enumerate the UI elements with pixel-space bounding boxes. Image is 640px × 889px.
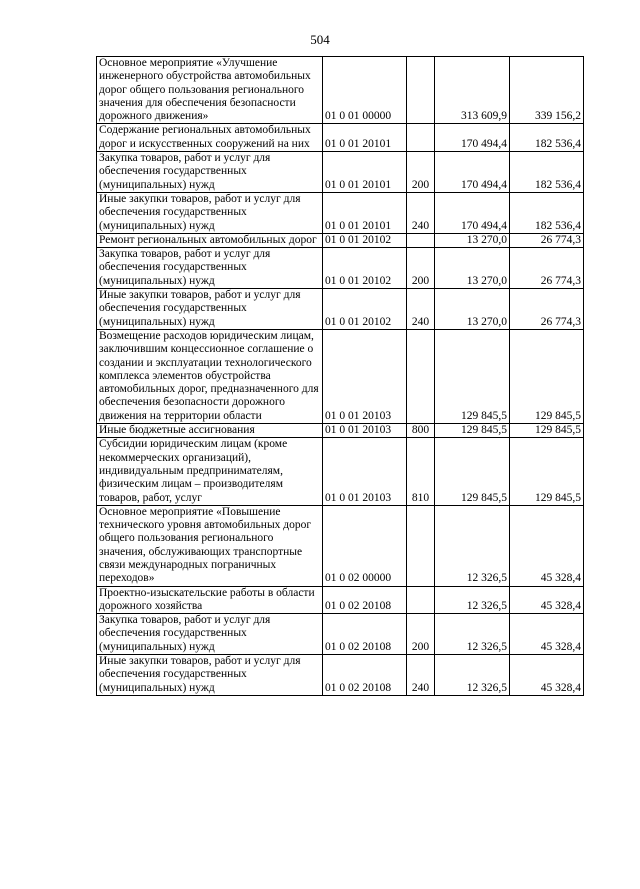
row-value-1-cell: 13 270,0 bbox=[435, 248, 510, 289]
budget-table bbox=[96, 56, 584, 696]
row-code-cell: 01 0 01 20103 bbox=[323, 438, 407, 505]
row-code-cell: 01 0 02 20108 bbox=[323, 614, 407, 655]
row-value-2-cell: 129 845,5 bbox=[510, 329, 584, 423]
row-expense-type-cell: 200 bbox=[407, 248, 435, 289]
row-value-2-cell: 45 328,4 bbox=[510, 614, 584, 655]
row-name-cell: Основное мероприятие «Улучшение инженерного обустройства автомобильных дорог общего пользования регионального значения для обеспечения безопасности дорожного движения» bbox=[97, 57, 323, 124]
row-name-cell: Иные бюджетные ассигнования bbox=[97, 424, 323, 438]
row-name-cell: Иные закупки товаров, работ и услуг для обеспечения государственных (муниципальных) нужд bbox=[97, 192, 323, 233]
row-expense-type-cell: 240 bbox=[407, 655, 435, 696]
row-code-cell: 01 0 01 20101 bbox=[323, 152, 407, 193]
row-value-1-cell: 313 609,9 bbox=[435, 57, 510, 124]
row-code-cell: 01 0 01 00000 bbox=[323, 57, 407, 124]
row-value-2-cell: 45 328,4 bbox=[510, 586, 584, 614]
row-name-cell: Содержание региональных автомобильных дорог и искусственных сооружений на них bbox=[97, 124, 323, 152]
row-name-cell: Иные закупки товаров, работ и услуг для обеспечения государственных (муниципальных) нужд bbox=[97, 289, 323, 330]
row-expense-type-cell bbox=[407, 505, 435, 586]
row-expense-type-cell: 200 bbox=[407, 614, 435, 655]
table-row bbox=[97, 152, 584, 193]
table-row bbox=[97, 192, 584, 233]
table-row bbox=[97, 655, 584, 696]
row-value-1-cell: 12 326,5 bbox=[435, 586, 510, 614]
row-name-cell: Возмещение расходов юридическим лицам, заключившим концессионное соглашение о создании и эксплуатации технологического комплекса элементов обустройства автомобильных дорог, предназначенного для обеспечения безопасности дорожного движения на территории области bbox=[97, 329, 323, 423]
row-value-1-cell: 13 270,0 bbox=[435, 233, 510, 247]
row-name-cell: Проектно-изыскательские работы в области дорожного хозяйства bbox=[97, 586, 323, 614]
row-value-2-cell: 129 845,5 bbox=[510, 424, 584, 438]
table-row bbox=[97, 438, 584, 505]
table-row bbox=[97, 289, 584, 330]
row-value-1-cell: 12 326,5 bbox=[435, 614, 510, 655]
row-name-cell: Иные закупки товаров, работ и услуг для обеспечения государственных (муниципальных) нужд bbox=[97, 655, 323, 696]
row-expense-type-cell: 810 bbox=[407, 438, 435, 505]
row-expense-type-cell bbox=[407, 57, 435, 124]
row-value-2-cell: 45 328,4 bbox=[510, 655, 584, 696]
row-expense-type-cell bbox=[407, 233, 435, 247]
row-expense-type-cell: 800 bbox=[407, 424, 435, 438]
row-value-2-cell: 339 156,2 bbox=[510, 57, 584, 124]
row-code-cell: 01 0 02 20108 bbox=[323, 655, 407, 696]
row-value-1-cell: 13 270,0 bbox=[435, 289, 510, 330]
table-row bbox=[97, 505, 584, 586]
table-row bbox=[97, 233, 584, 247]
row-expense-type-cell bbox=[407, 329, 435, 423]
row-code-cell: 01 0 01 20103 bbox=[323, 329, 407, 423]
table-row bbox=[97, 329, 584, 423]
row-expense-type-cell bbox=[407, 124, 435, 152]
table-row bbox=[97, 586, 584, 614]
page-number: 504 bbox=[310, 32, 330, 47]
row-code-cell: 01 0 02 20108 bbox=[323, 586, 407, 614]
row-value-1-cell: 12 326,5 bbox=[435, 505, 510, 586]
row-value-2-cell: 26 774,3 bbox=[510, 248, 584, 289]
row-code-cell: 01 0 01 20102 bbox=[323, 248, 407, 289]
row-value-1-cell: 170 494,4 bbox=[435, 124, 510, 152]
row-value-2-cell: 182 536,4 bbox=[510, 124, 584, 152]
row-value-1-cell: 170 494,4 bbox=[435, 152, 510, 193]
row-code-cell: 01 0 02 00000 bbox=[323, 505, 407, 586]
row-code-cell: 01 0 01 20102 bbox=[323, 233, 407, 247]
table-row bbox=[97, 424, 584, 438]
row-value-1-cell: 129 845,5 bbox=[435, 424, 510, 438]
row-name-cell: Основное мероприятие «Повышение технического уровня автомобильных дорог общего пользования регионального значения, обслуживающих транспортные связи международных пограничных переходов» bbox=[97, 505, 323, 586]
row-expense-type-cell: 200 bbox=[407, 152, 435, 193]
table-row bbox=[97, 614, 584, 655]
row-value-2-cell: 182 536,4 bbox=[510, 192, 584, 233]
table-row bbox=[97, 248, 584, 289]
row-name-cell: Закупка товаров, работ и услуг для обеспечения государственных (муниципальных) нужд bbox=[97, 152, 323, 193]
row-value-2-cell: 129 845,5 bbox=[510, 438, 584, 505]
row-code-cell: 01 0 01 20102 bbox=[323, 289, 407, 330]
row-value-2-cell: 45 328,4 bbox=[510, 505, 584, 586]
row-name-cell: Субсидии юридическим лицам (кроме некоммерческих организаций), индивидуальным предпринимателям, физическим лицам – производителям товаров, работ, услуг bbox=[97, 438, 323, 505]
budget-table-body bbox=[97, 57, 584, 696]
row-value-1-cell: 12 326,5 bbox=[435, 655, 510, 696]
table-row bbox=[97, 57, 584, 124]
row-value-1-cell: 170 494,4 bbox=[435, 192, 510, 233]
row-expense-type-cell bbox=[407, 586, 435, 614]
row-value-2-cell: 182 536,4 bbox=[510, 152, 584, 193]
row-value-1-cell: 129 845,5 bbox=[435, 329, 510, 423]
row-code-cell: 01 0 01 20101 bbox=[323, 192, 407, 233]
row-name-cell: Закупка товаров, работ и услуг для обеспечения государственных (муниципальных) нужд bbox=[97, 614, 323, 655]
row-code-cell: 01 0 01 20103 bbox=[323, 424, 407, 438]
row-expense-type-cell: 240 bbox=[407, 192, 435, 233]
row-name-cell: Ремонт региональных автомобильных дорог bbox=[97, 233, 323, 247]
row-name-cell: Закупка товаров, работ и услуг для обеспечения государственных (муниципальных) нужд bbox=[97, 248, 323, 289]
table-row bbox=[97, 124, 584, 152]
row-value-2-cell: 26 774,3 bbox=[510, 233, 584, 247]
row-code-cell: 01 0 01 20101 bbox=[323, 124, 407, 152]
row-value-2-cell: 26 774,3 bbox=[510, 289, 584, 330]
row-value-1-cell: 129 845,5 bbox=[435, 438, 510, 505]
row-expense-type-cell: 240 bbox=[407, 289, 435, 330]
